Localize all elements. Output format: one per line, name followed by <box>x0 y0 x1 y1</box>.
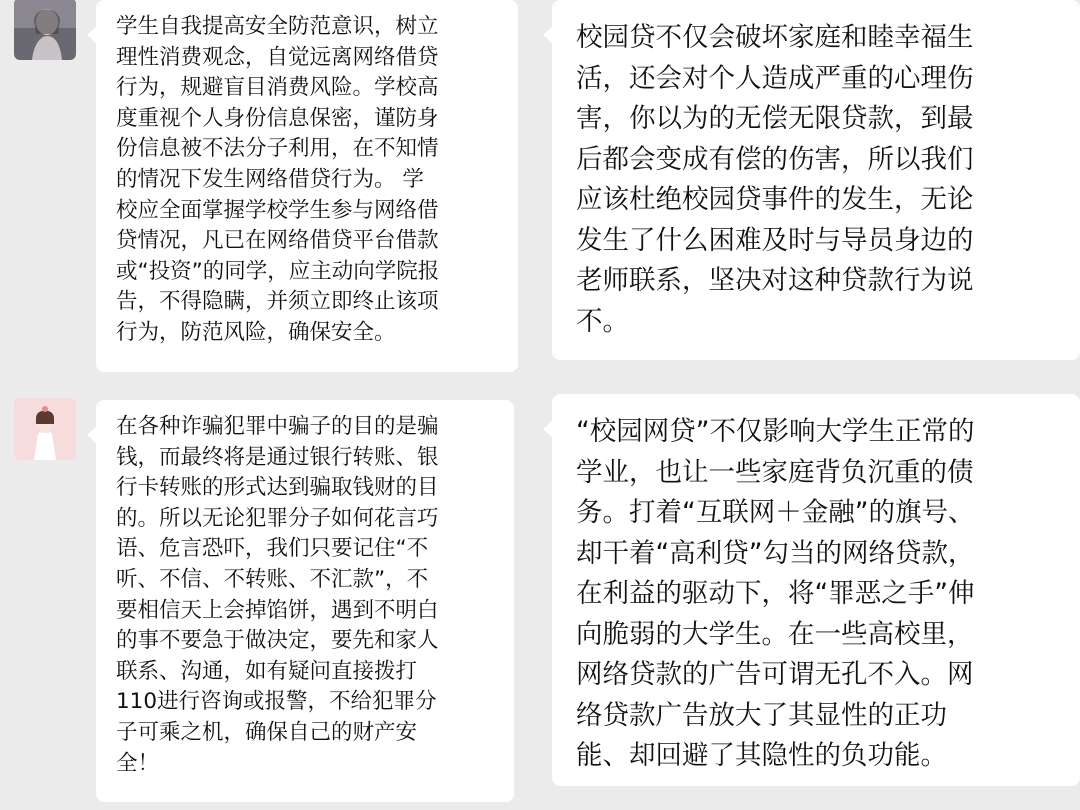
message-line: 在利益的驱动下，将“罪恶之手”伸 <box>576 578 975 609</box>
message-line: 或“投资”的同学，应主动向学院报 <box>116 258 440 284</box>
message-line: 份信息被不法分子利用，在不知情 <box>116 136 439 162</box>
message-line: 行卡转账的形式达到骗取钱财的目 <box>116 475 439 501</box>
message-line: 要相信天上会掉馅饼，遇到不明白 <box>116 597 439 623</box>
message-line: 却干着“高利贷”勾当的网络贷款， <box>576 537 975 569</box>
message-line: 向脆弱的大学生。在一些高校里， <box>576 618 974 650</box>
message-line: 校应全面掌握学校学生参与网络借 <box>116 197 439 223</box>
message-line: 应该杜绝校园贷事件的发生，无论 <box>576 184 974 215</box>
message-line: 110进行咨询或报警，不给犯罪分 <box>116 689 437 715</box>
message-line: 后都会变成有偿的伤害，所以我们 <box>576 143 974 175</box>
message-bubble-4 <box>552 394 1080 786</box>
message-line: 告，不得隐瞒，并须立即终止该项 <box>116 289 439 315</box>
message-line: 在各种诈骗犯罪中骗子的目的是骗 <box>116 414 439 439</box>
message-line: 贷情况，凡已在网络借贷平台借款 <box>116 228 439 254</box>
message-bubble-2 <box>552 0 1080 360</box>
message-line: 度重视个人身份信息保密，谨防身 <box>116 105 439 131</box>
message-line: 的。所以无论犯罪分子如何花言巧 <box>116 505 439 531</box>
message-line: 务。打着“互联网＋金融”的旗号、 <box>576 497 975 528</box>
message-line: 的事不要急于做决定，要先和家人 <box>116 628 439 654</box>
message-line: 网络贷款的广告可谓无孔不入。网 <box>576 659 974 690</box>
message-line: 学生自我提高安全防范意识，树立 <box>116 14 439 39</box>
message-line: 能、却回避了其隐性的负功能。 <box>576 740 947 771</box>
avatar-girl-illustration-icon <box>14 398 76 460</box>
message-line: 校园贷不仅会破坏家庭和睦幸福生 <box>576 22 974 53</box>
message-line: 理性消费观念，自觉远离网络借贷 <box>116 44 439 70</box>
user-avatar-2[interactable] <box>14 398 76 460</box>
message-line: 活，还会对个人造成严重的心理伤 <box>576 62 974 94</box>
message-line: 子可乘之机，确保自己的财产安 <box>116 719 418 745</box>
message-line: 络贷款广告放大了其显性的正功 <box>576 699 947 731</box>
message-line: 不。 <box>576 305 629 337</box>
message-line: 行为，防范风险，确保安全。 <box>116 319 396 345</box>
message-line: 害，你以为的无偿无限贷款，到最 <box>576 103 974 134</box>
message-bubble-1 <box>96 0 518 372</box>
message-line: 联系、沟通，如有疑问直接拨打 <box>116 658 418 684</box>
message-line: 行为，规避盲目消费风险。学校高 <box>116 75 439 101</box>
message-line: 听、不信、不转账、不汇款”，不 <box>116 566 429 592</box>
user-avatar-1[interactable] <box>14 0 76 60</box>
message-line: 的情况下发生网络借贷行为。 学 <box>116 166 424 192</box>
message-line: 语、危言恐吓，我们只要记住“不 <box>116 536 429 562</box>
message-line: 老师联系，坚决对这种贷款行为说 <box>576 265 974 296</box>
message-line: 发生了什么困难及时与导员身边的 <box>576 224 974 256</box>
message-line: 钱，而最终将是通过银行转账、银 <box>116 444 439 470</box>
avatar-portrait-icon <box>14 0 76 60</box>
message-line: 学业，也让一些家庭背负沉重的债 <box>576 456 974 488</box>
message-bubble-3 <box>96 400 514 802</box>
message-line: “校园网贷”不仅影响大学生正常的 <box>576 416 975 447</box>
message-line: 全！ <box>116 750 160 776</box>
